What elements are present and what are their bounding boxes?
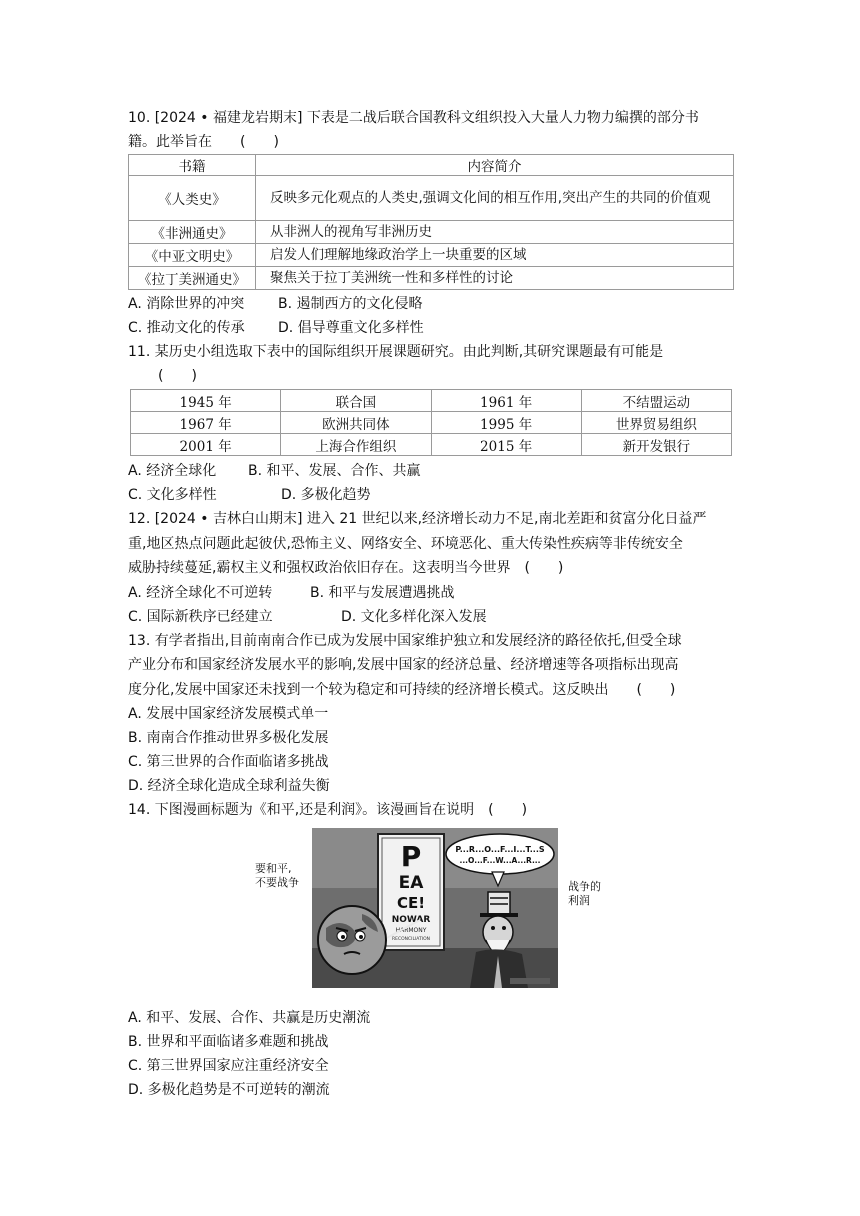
option-c[interactable]: C. 文化多样性 bbox=[128, 487, 217, 503]
q11-stem-line1: 11. 某历史小组选取下表中的国际组织开展课题研究。由此判断,其研究课题最有可能是 bbox=[128, 344, 664, 360]
option-d[interactable]: D. 文化多样化深入发展 bbox=[341, 608, 487, 625]
left-callout-line2: 不要战争 bbox=[255, 876, 299, 889]
table-row bbox=[131, 434, 732, 456]
table-header-row bbox=[129, 155, 734, 176]
q12-stem-line3: 威胁持续蔓延,霸权主义和强权政治依旧存在。这表明当今世界 ( ) bbox=[128, 560, 564, 576]
q14-stem: 14. 下图漫画标题为《和平,还是利润》。该漫画旨在说明 ( ) bbox=[128, 802, 528, 818]
chart-letters-reconciliation: RECONCILIATION bbox=[391, 937, 431, 942]
year-cell: 1945 年 bbox=[131, 390, 281, 412]
option-c[interactable]: C. 国际新秩序已经建立 bbox=[128, 608, 273, 625]
option-d[interactable]: D. 经济全球化造成全球利益失衡 bbox=[128, 778, 330, 794]
header-books: 书籍 bbox=[129, 155, 256, 176]
q13-stem-line3: 度分化,发展中国家还未找到一个较为稳定和可持续的经济增长模式。这反映出 ( ) bbox=[128, 681, 676, 698]
table-row bbox=[129, 221, 734, 244]
q13-stem-line2: 产业分布和国家经济发展水平的影响,发展中国家的经济总量、经济增速等各项指标出现高 bbox=[128, 657, 679, 673]
org-cell: 世界贸易组织 bbox=[581, 412, 731, 434]
org-cell: 新开发银行 bbox=[581, 434, 731, 456]
book-title: 《中亚文明史》 bbox=[129, 244, 256, 267]
option-c[interactable]: C. 第三世界国家应注重经济安全 bbox=[128, 1058, 329, 1074]
table-row bbox=[131, 390, 732, 412]
left-callout-line1: 要和平, bbox=[255, 862, 292, 875]
org-cell: 联合国 bbox=[281, 390, 431, 412]
book-title: 《人类史》 bbox=[129, 176, 256, 221]
chart-letters-harmony: HARMONY bbox=[395, 927, 427, 934]
year-cell: 1967 年 bbox=[131, 412, 281, 434]
right-callout-line1: 战争的 bbox=[568, 880, 601, 893]
option-d[interactable]: D. 多极化趋势 bbox=[281, 487, 371, 503]
year-cell: 2015 年 bbox=[431, 434, 581, 456]
question-12 bbox=[128, 507, 734, 629]
year-cell: 2001 年 bbox=[131, 434, 281, 456]
book-summary: 反映多元化观点的人类史,强调文化间的相互作用,突出产生的共同的价值观 bbox=[256, 176, 734, 221]
table-row bbox=[129, 244, 734, 267]
table-row bbox=[131, 412, 732, 434]
q10-stem-line1: 10. [2024 • 福建龙岩期末] 下表是二战后联合国教科文组织投入大量人力物力编撰的部分书 bbox=[128, 110, 699, 126]
option-a[interactable]: A. 消除世界的冲突 bbox=[128, 296, 245, 312]
left-callout bbox=[255, 862, 299, 890]
q11-orgs-table bbox=[130, 389, 732, 456]
q12-options-row2 bbox=[128, 605, 734, 629]
question-14 bbox=[128, 798, 734, 1102]
option-a[interactable]: A. 经济全球化不可逆转 bbox=[128, 584, 273, 601]
question-13 bbox=[128, 629, 734, 799]
option-a[interactable]: A. 和平、发展、合作、共赢是历史潮流 bbox=[128, 1010, 371, 1026]
chart-letters-ce: CE! bbox=[396, 894, 426, 912]
bubble-text-of-war: ...O...F...W...A...R... bbox=[459, 856, 541, 865]
book-summary: 启发人们理解地缘政治学上一块重要的区域 bbox=[256, 244, 734, 267]
peace-or-profit-cartoon bbox=[312, 828, 558, 988]
option-c[interactable]: C. 推动文化的传承 bbox=[128, 320, 245, 336]
q12-stem-line1: 12. [2024 • 吉林白山期末] 进入 21 世纪以来,经济增长动力不足,南北差距和贫富分化日益严 bbox=[128, 511, 707, 527]
q10-options-row2 bbox=[128, 316, 734, 340]
chart-letter-p: P bbox=[400, 840, 422, 873]
option-b[interactable]: B. 和平与发展遭遇挑战 bbox=[310, 584, 455, 601]
book-summary: 聚焦关于拉丁美洲统一性和多样性的讨论 bbox=[256, 267, 734, 290]
option-a[interactable]: A. 经济全球化 bbox=[128, 463, 217, 479]
bubble-text-profits: P...R...O...F...I...T...S bbox=[455, 845, 545, 854]
q12-stem-line2: 重,地区热点问题此起彼伏,恐怖主义、网络安全、环境恶化、重大传染性疾病等非传统安全 bbox=[128, 535, 683, 552]
option-c[interactable]: C. 第三世界的合作面临诸多挑战 bbox=[128, 754, 329, 770]
q10-options-row1 bbox=[128, 292, 734, 316]
book-title: 《拉丁美洲通史》 bbox=[129, 267, 256, 290]
org-cell: 上海合作组织 bbox=[281, 434, 431, 456]
exam-page bbox=[128, 106, 734, 1102]
org-cell: 不结盟运动 bbox=[581, 390, 731, 412]
org-cell: 欧洲共同体 bbox=[281, 412, 431, 434]
right-callout-line2: 利润 bbox=[568, 894, 590, 907]
table-row bbox=[129, 176, 734, 221]
option-a[interactable]: A. 发展中国家经济发展模式单一 bbox=[128, 706, 329, 722]
q11-options-row1 bbox=[128, 459, 734, 483]
book-title: 《非洲通史》 bbox=[129, 221, 256, 244]
q13-stem-line1: 13. 有学者指出,目前南南合作已成为发展中国家维护独立和发展经济的路径依托,但受全球 bbox=[128, 632, 682, 649]
option-b[interactable]: B. 南南合作推动世界多极化发展 bbox=[128, 730, 329, 746]
right-callout bbox=[568, 880, 601, 908]
chart-letters-ea: EA bbox=[398, 873, 424, 893]
table-row bbox=[129, 267, 734, 290]
q11-stem-line2: ( ) bbox=[158, 368, 197, 384]
book-summary: 从非洲人的视角写非洲历史 bbox=[256, 221, 734, 244]
q10-stem-line2: 籍。此举旨在 ( ) bbox=[128, 134, 279, 150]
year-cell: 1995 年 bbox=[431, 412, 581, 434]
header-summary: 内容简介 bbox=[256, 155, 734, 176]
question-10 bbox=[128, 106, 734, 340]
cartoon-figure bbox=[128, 828, 734, 1004]
option-b[interactable]: B. 和平、发展、合作、共赢 bbox=[248, 463, 421, 479]
q10-books-table bbox=[128, 154, 734, 290]
question-11 bbox=[128, 340, 734, 507]
year-cell: 1961 年 bbox=[431, 390, 581, 412]
option-b[interactable]: B. 世界和平面临诸多难题和挑战 bbox=[128, 1034, 329, 1050]
option-b[interactable]: B. 遏制西方的文化侵略 bbox=[278, 296, 423, 312]
option-d[interactable]: D. 倡导尊重文化多样性 bbox=[278, 320, 424, 336]
chart-letters-nowar: NOWAR bbox=[391, 915, 431, 925]
q11-options-row2 bbox=[128, 483, 734, 507]
speech-bubble bbox=[446, 834, 554, 874]
option-d[interactable]: D. 多极化趋势是不可逆转的潮流 bbox=[128, 1082, 330, 1098]
q12-options-row1 bbox=[128, 581, 734, 605]
